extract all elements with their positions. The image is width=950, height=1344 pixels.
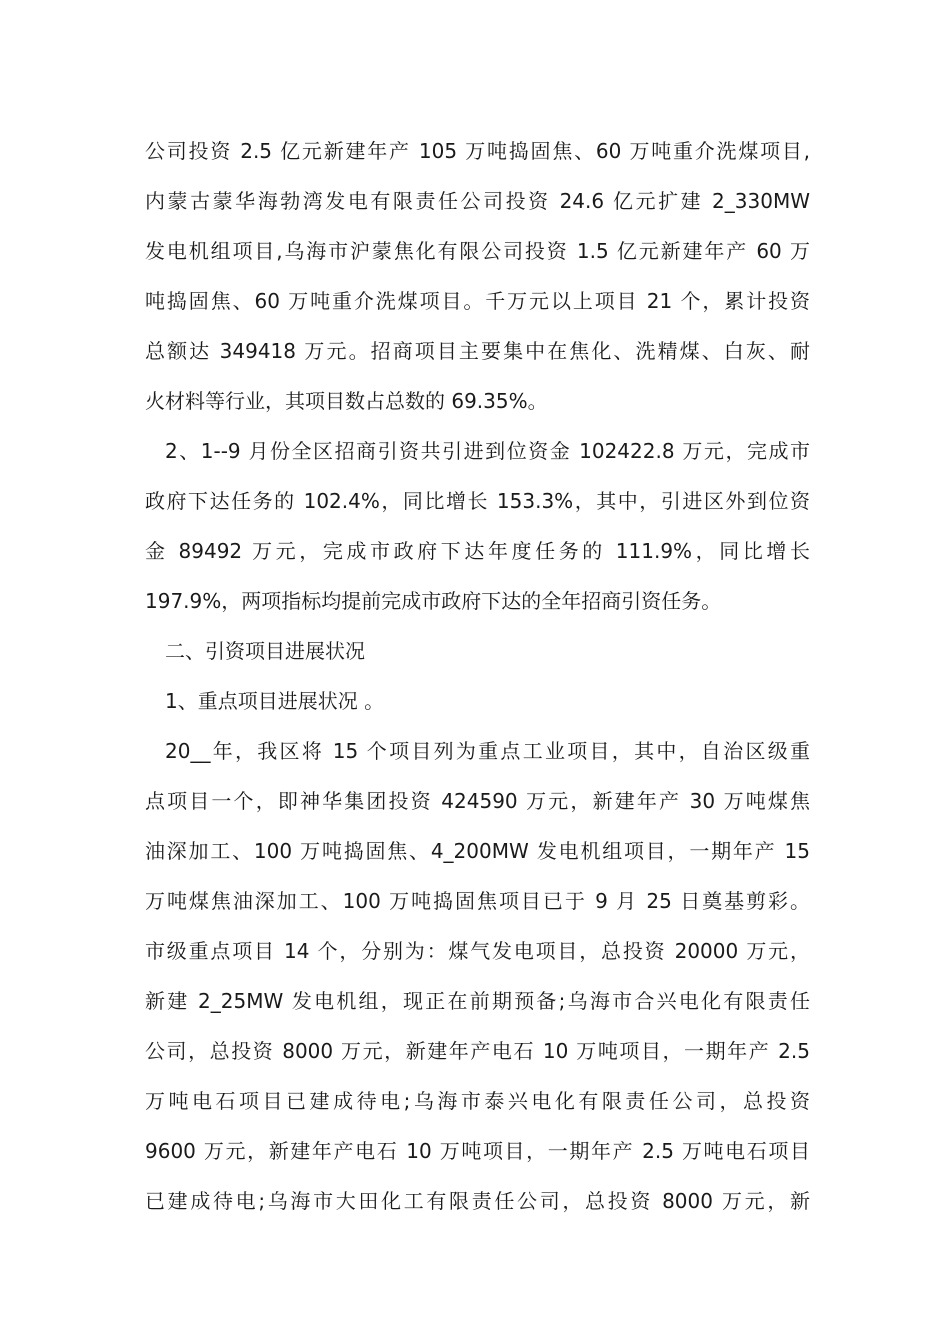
section-heading: 二、引资项目进展状况 (165, 639, 365, 663)
text-line: 总额达 349418 万元。招商项目主要集中在焦化、洗精煤、白灰、耐 (145, 339, 810, 363)
text-line: 9600 万元，新建年产电石 10 万吨项目，一期年产 2.5 万吨电石项目 (145, 1139, 810, 1163)
subsection-heading: 1、重点项目进展状况 。 (165, 689, 385, 713)
text-line: 2、1--9 月份全区招商引资共引进到位资金 102422.8 万元，完成市 (165, 439, 810, 463)
text-line: 市级重点项目 14 个，分别为：煤气发电项目，总投资 20000 万元， (145, 939, 810, 963)
text-line: 20__年，我区将 15 个项目列为重点工业项目，其中，自治区级重 (165, 739, 810, 763)
text-line: 197.9%，两项指标均提前完成市政府下达的全年招商引资任务。 (145, 589, 722, 613)
document-body (145, 126, 810, 1226)
text-line: 万吨电石项目已建成待电;乌海市泰兴电化有限责任公司，总投资 (145, 1089, 810, 1113)
text-line: 万吨煤焦油深加工、100 万吨捣固焦项目已于 9 月 25 日奠基剪彩。 (145, 889, 810, 913)
text-line: 点项目一个，即神华集团投资 424590 万元，新建年产 30 万吨煤焦 (145, 789, 810, 813)
text-line: 公司投资 2.5 亿元新建年产 105 万吨捣固焦、60 万吨重介洗煤项目, (145, 139, 810, 163)
text-line: 吨捣固焦、60 万吨重介洗煤项目。千万元以上项目 21 个，累计投资 (145, 289, 810, 313)
text-line: 已建成待电;乌海市大田化工有限责任公司，总投资 8000 万元，新 (145, 1189, 810, 1213)
text-line: 火材料等行业，其项目数占总数的 69.35%。 (145, 389, 548, 413)
text-line: 公司，总投资 8000 万元，新建年产电石 10 万吨项目，一期年产 2.5 (145, 1039, 810, 1063)
text-line: 发电机组项目,乌海市沪蒙焦化有限公司投资 1.5 亿元新建年产 60 万 (145, 239, 810, 263)
text-line: 油深加工、100 万吨捣固焦、4_200MW 发电机组项目，一期年产 15 (145, 839, 810, 863)
text-line: 内蒙古蒙华海勃湾发电有限责任公司投资 24.6 亿元扩建 2_330MW (145, 189, 810, 213)
text-line: 政府下达任务的 102.4%，同比增长 153.3%，其中，引进区外到位资 (145, 489, 810, 513)
text-line: 金 89492 万元，完成市政府下达年度任务的 111.9%，同比增长 (145, 539, 810, 563)
text-line: 新建 2_25MW 发电机组，现正在前期预备;乌海市合兴电化有限责任 (145, 989, 810, 1013)
